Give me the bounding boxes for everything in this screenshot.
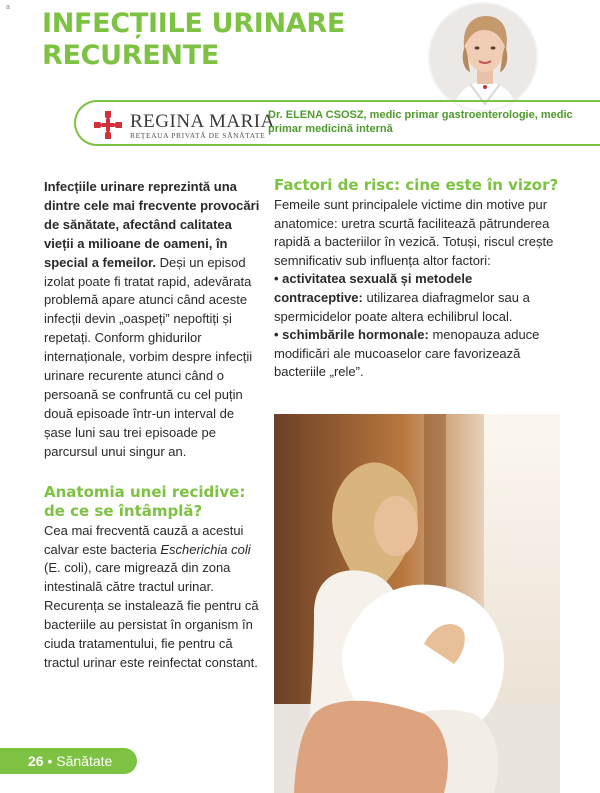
risk-bullet-2-text: menopauza aduce modificări ale mucoaselor care favorizează bacteriile „rele”.: [274, 327, 540, 380]
page-footer: [0, 748, 137, 774]
logo-name: REGINA MARIA: [130, 111, 275, 132]
anatomy-paragraph: [44, 522, 262, 673]
risk-intro: Femeile sunt principalele victime din motive pur anatomice: uretra scurtă facilitează pătrunderea rapidă a bacteriilor în vezică. Totuși, riscul crește semnificativ sub influența altor factori:: [274, 197, 554, 268]
section-heading-anatomy: Anatomia unei recidive: de ce se întâmplă?: [44, 482, 246, 520]
anatomy-text-b: (E. coli), care migrează din zona intestinală către tractul urinar. Recurența se instalează fie pentru că bacteriile au persistat în organism în ciuda tratamentului, fie pentru că tractul urinar este reinfectat constant.: [44, 560, 259, 670]
section-name: Sănătate: [56, 753, 113, 769]
risk-bullet-1-text: utilizarea diafragmelor sau a spermicidelor poate altera echilibrul local.: [274, 289, 530, 324]
author-portrait: [428, 2, 538, 112]
risk-bullet-1-label: • activitatea sexuală și metodele contraceptive:: [274, 271, 473, 305]
logo-cross-icon: [92, 109, 124, 141]
left-column: [44, 178, 262, 673]
bacteria-name: Escherichia coli: [160, 541, 251, 557]
page-number: 26: [28, 753, 44, 769]
section-heading-risk: Factori de risc: cine este în vizor?: [274, 176, 559, 194]
author-credentials: medic primar gastroenterologie, medic primar medicină internă: [268, 109, 573, 135]
article-photo: [274, 414, 560, 793]
logo-tagline: REȚEAUA PRIVATĂ DE SĂNĂTATE: [130, 131, 266, 140]
risk-bullet-2: [274, 326, 564, 382]
intro-paragraph: [44, 178, 262, 462]
author-name: Dr. ELENA CSOSZ,: [268, 109, 367, 121]
footer-separator: •: [43, 753, 57, 769]
risk-bullet-1: [274, 270, 564, 326]
intro-body: Deși un episod izolat poate fi tratat rapid, adevărata problemă apare atunci când aceste infecții devin „oaspeți” nepoftiți și repetați. Conform ghidurilor internaționale, vorbim despre infecții urinare recurente atunci când o persoană se confruntă cu cel puțin două episoade într-un interval de șase luni sau trei episoade pe parcursul unui singur an.: [44, 254, 253, 459]
article-title: INFECȚIILE URINARE RECURENTE: [42, 8, 345, 71]
author-credit: [268, 108, 588, 136]
intro-lead: Infecțiile urinare reprezintă una dintre cele mai frecvente provocări de sănătate, afectând calitatea vieții a milioane de oameni, în special a femeilor.: [44, 179, 260, 270]
right-column: [274, 176, 564, 382]
anatomy-text-a: Cea mai frecventă cauză a acestui calvar este bacteria: [44, 522, 244, 557]
risk-bullet-2-label: • schimbările hormonale:: [274, 327, 429, 343]
corner-mark: a: [6, 4, 10, 11]
regina-maria-logo: [92, 109, 275, 141]
